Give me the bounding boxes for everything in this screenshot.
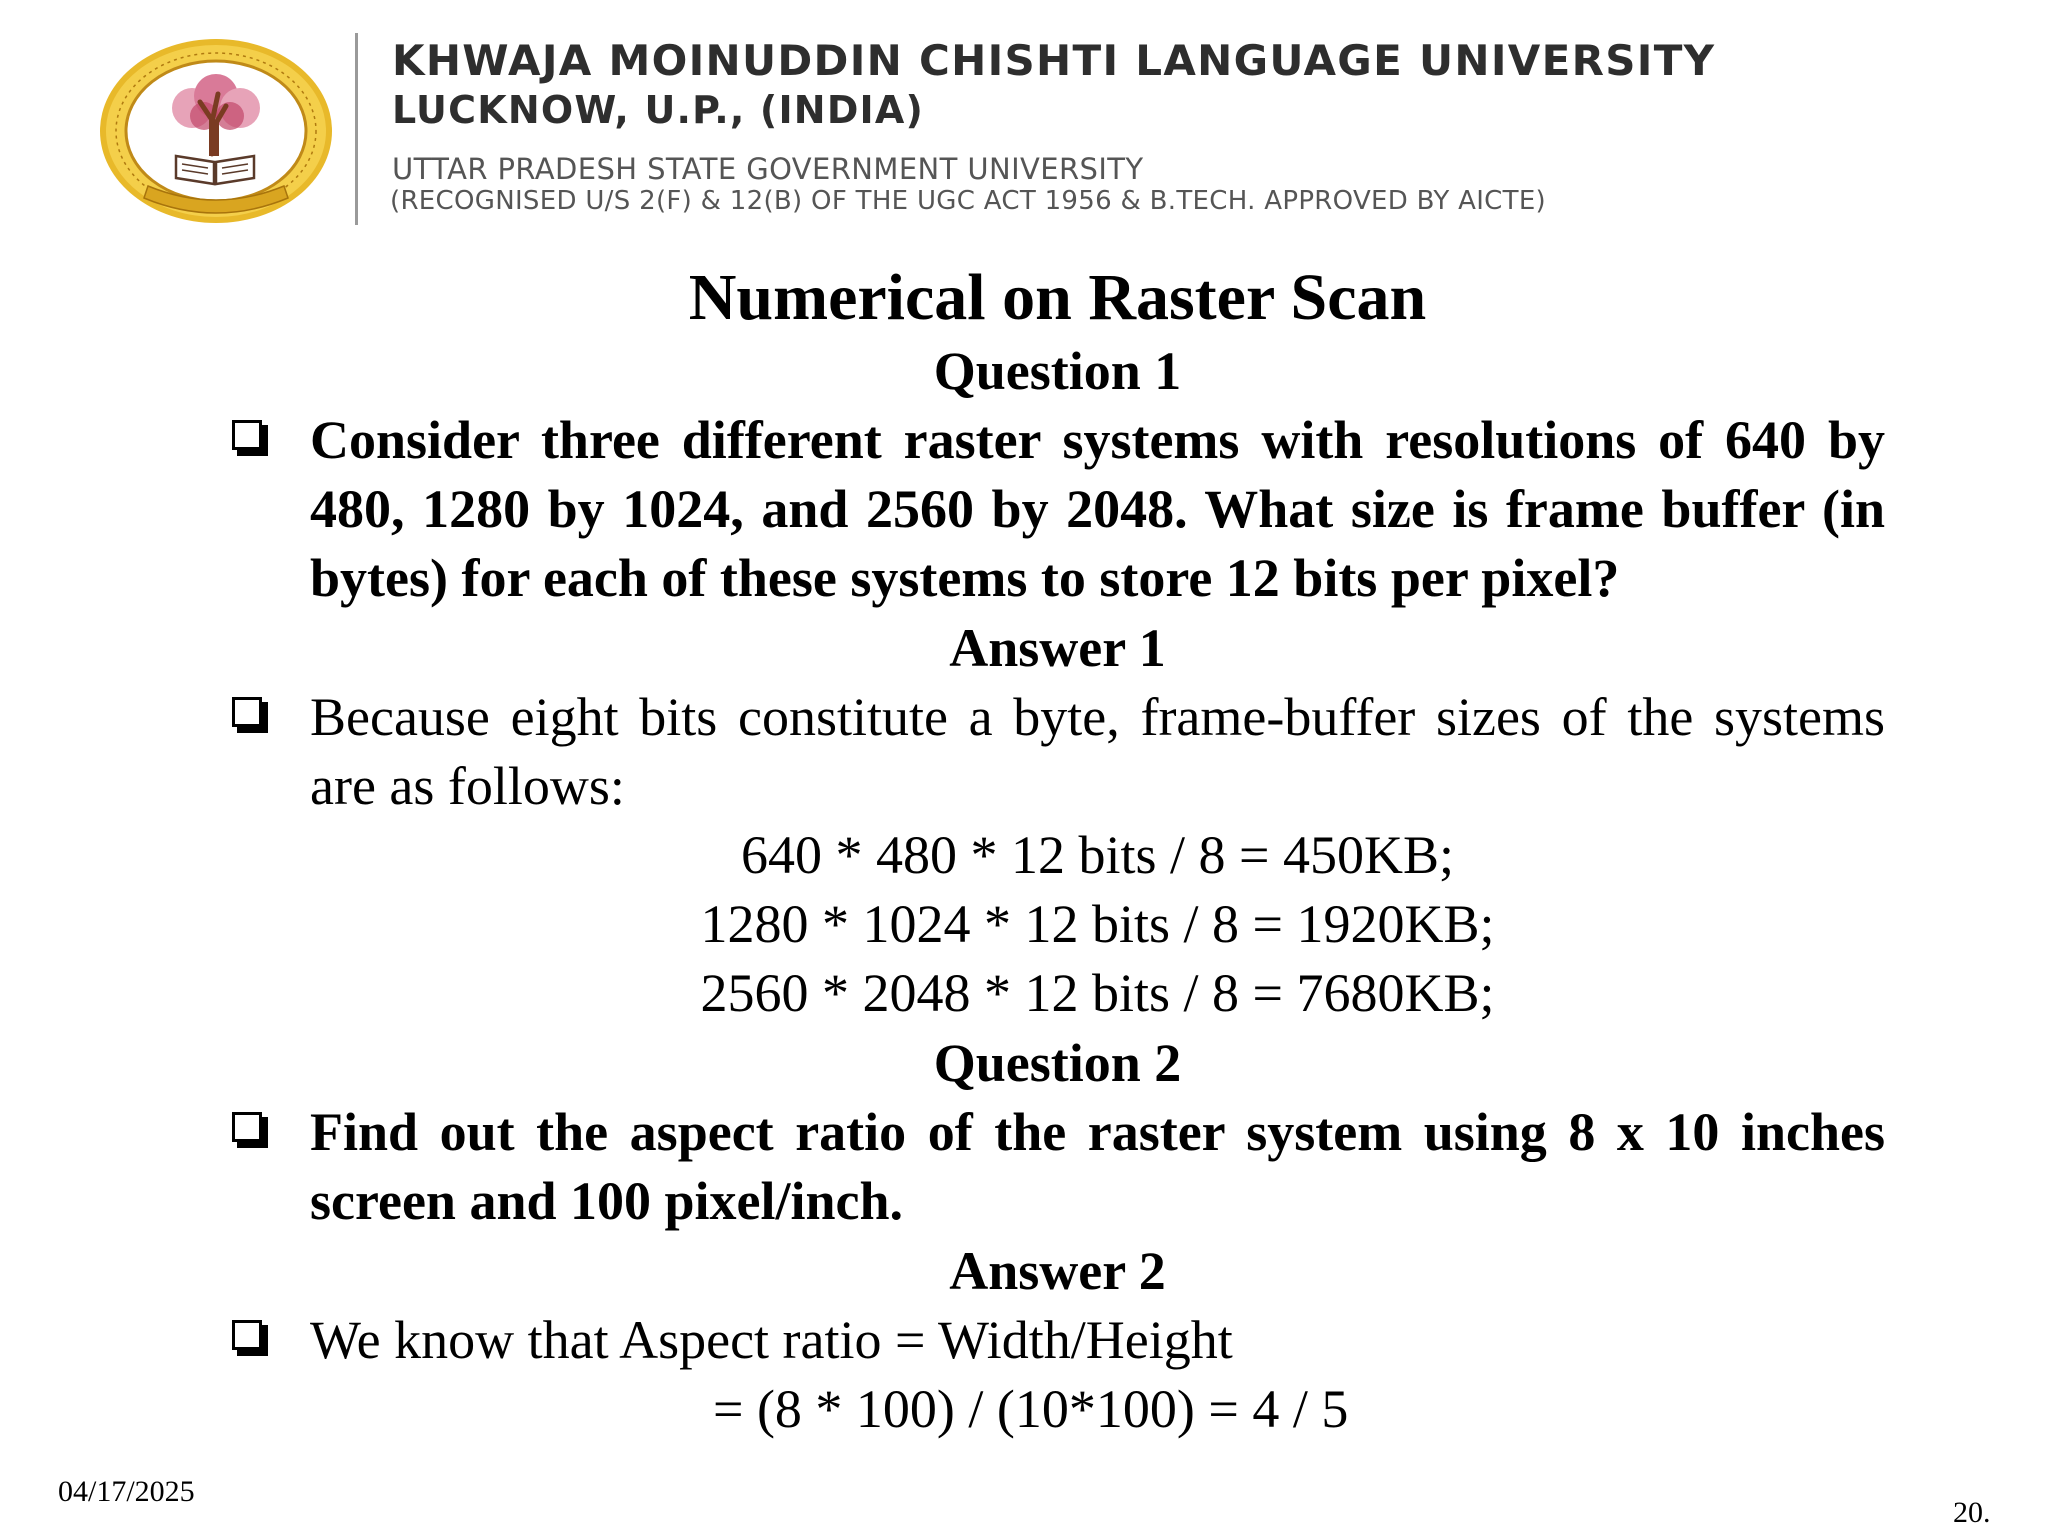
university-seal-icon	[96, 36, 336, 226]
answer-1-heading: Answer 1	[949, 618, 1166, 678]
header-divider	[355, 33, 358, 225]
calculation-line: 2560 * 2048 * 12 bits / 8 = 7680KB;	[700, 963, 1495, 1023]
question-2-text: Find out the aspect ratio of the raster system using 8 x 10 inches screen and 100 pixel/inch.	[310, 1102, 1885, 1231]
answer-1-bullet	[230, 683, 1885, 821]
university-header	[0, 0, 2048, 240]
slide-page-number: 20.	[1953, 1496, 1991, 1529]
university-location: LUCKNOW, U.P., (INDIA)	[392, 88, 925, 132]
question-1-bullet	[230, 406, 1885, 613]
slide-title: Numerical on Raster Scan	[688, 261, 1427, 334]
calculation-line: 1280 * 1024 * 12 bits / 8 = 1920KB;	[700, 894, 1495, 954]
slide-content	[230, 260, 1885, 1444]
university-recognition: (RECOGNISED U/S 2(F) & 12(B) OF THE UGC ACT 1956 & B.TECH. APPROVED BY AICTE)	[390, 186, 1546, 216]
checkbox-bullet-icon	[232, 1320, 272, 1360]
calculation-line: 640 * 480 * 12 bits / 8 = 450KB;	[741, 825, 1454, 885]
question-2-bullet	[230, 1098, 1885, 1236]
answer-2-heading: Answer 2	[949, 1241, 1166, 1301]
aspect-ratio-result: = (8 * 100) / (10*100) = 4 / 5	[713, 1379, 1349, 1439]
checkbox-bullet-icon	[232, 1112, 272, 1152]
university-status: UTTAR PRADESH STATE GOVERNMENT UNIVERSITY	[392, 152, 1144, 186]
question-1-heading: Question 1	[933, 341, 1182, 401]
answer-1-text: Because eight bits constitute a byte, frame-buffer sizes of the systems are as follows:	[310, 687, 1885, 816]
question-1-text: Consider three different raster systems with resolutions of 640 by 480, 1280 by 1024, and 2560 by 2048. What size is frame buffer (in bytes) for each of these systems to store 12 bits per pixel?	[310, 410, 1885, 608]
answer-2-bullet	[230, 1306, 1885, 1375]
question-2-heading: Question 2	[933, 1033, 1182, 1093]
checkbox-bullet-icon	[232, 420, 272, 460]
checkbox-bullet-icon	[232, 697, 272, 737]
answer-2-text: We know that Aspect ratio = Width/Height	[310, 1310, 1233, 1370]
slide-date: 04/17/2025	[58, 1475, 195, 1508]
university-name: KHWAJA MOINUDDIN CHISHTI LANGUAGE UNIVERSITY	[392, 36, 1716, 85]
